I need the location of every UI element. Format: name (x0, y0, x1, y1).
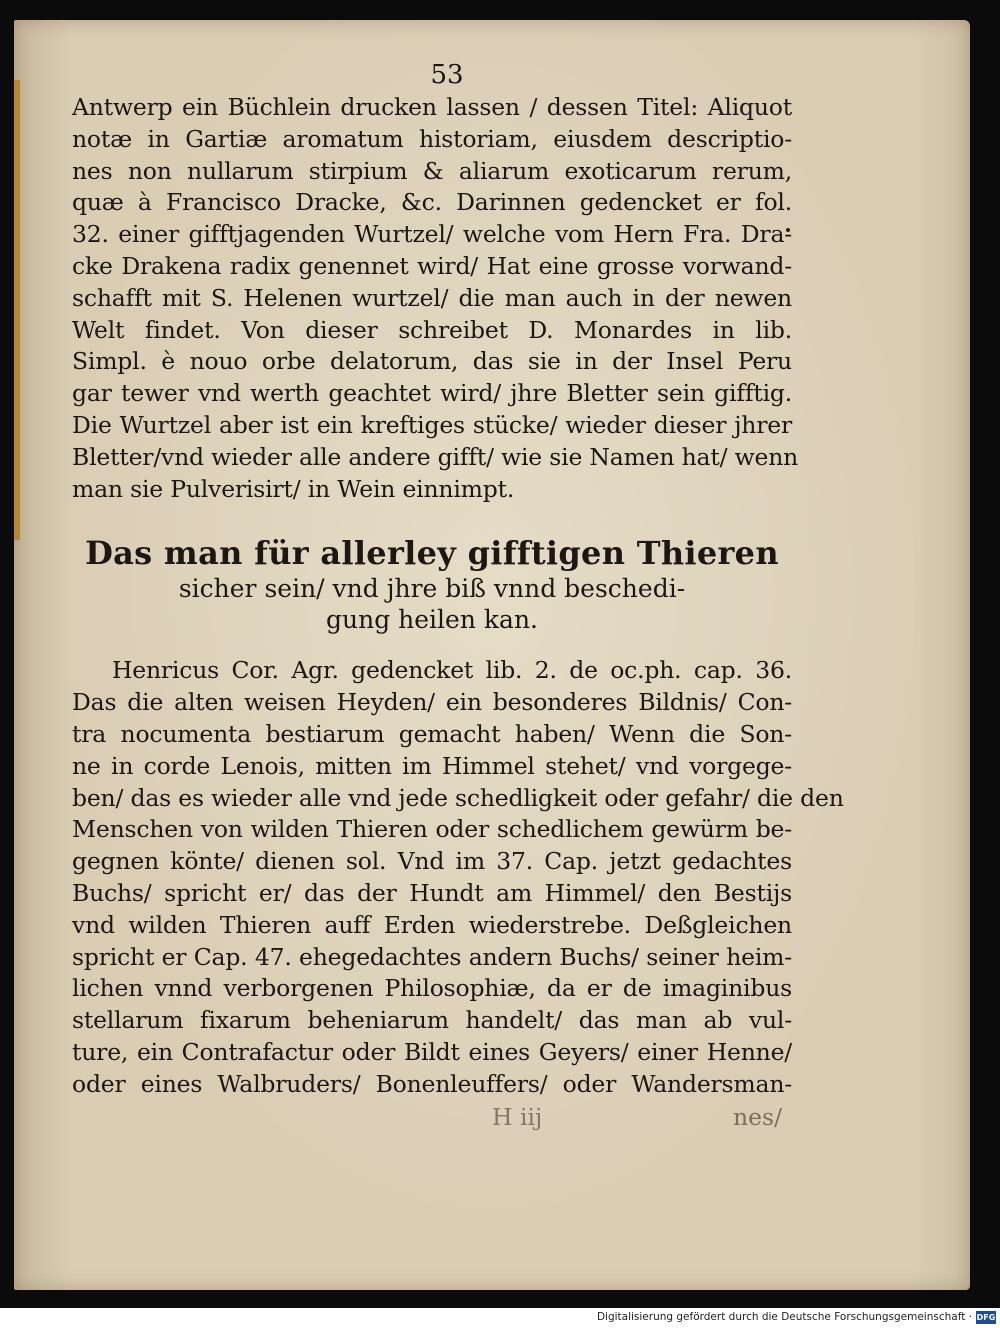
signature-line (72, 1101, 792, 1133)
page-text (72, 60, 844, 1133)
paragraph-2 (72, 655, 844, 1100)
text-line: notæ in Gartiæ aromatum historiam, eiusdem descriptio- (72, 124, 792, 153)
text-line: spricht er Cap. 47. ehegedachtes andern Buchs/ seiner heim- (72, 942, 792, 971)
text-line: vnd wilden Thieren auff Erden wiederstrebe. Deßgleichen (72, 910, 792, 939)
page-number: 53 (430, 60, 464, 90)
text-line: Simpl. è nouo orbe delatorum, das sie in der Insel Peru (72, 347, 792, 376)
heading-line-2: sicher sein/ vnd jhre biß vnnd beschedi- (178, 574, 686, 604)
text-line: gegnen könte/ dienen sol. Vnd im 37. Cap. jetzt gedachtes (72, 847, 792, 876)
text-line: quæ à Francisco Dracke, &c. Darinnen gedencket er fol. (72, 188, 792, 217)
text-line: stellarum fixarum beheniarum handelt/ das man ab vul- (72, 1006, 792, 1035)
text-line: Menschen von wilden Thieren oder schedlichem gewürm be- (72, 815, 792, 844)
text-line: cke Drakena radix genennet wird/ Hat eine grosse vorwand- (72, 251, 792, 280)
text-line: oder eines Walbruders/ Bonenleuffers/ oder Wandersman- (72, 1069, 792, 1098)
text-line: man sie Pulverisirt/ in Wein einnimpt. (72, 474, 515, 503)
binding-edge (14, 80, 20, 540)
text-line: gar tewer vnd werth geachtet wird/ jhre Bletter sein gifftig. (72, 379, 792, 408)
signature-mark: H iij (492, 1102, 543, 1131)
text-line: 32. einer gifftjagenden Wurtzel/ welche vom Hern Fra. Dra- (72, 220, 792, 249)
heading-line-3: gung heilen kan. (326, 605, 538, 635)
text-line: ne in corde Lenois, mitten im Himmel stehet/ vnd vorgege- (72, 751, 792, 780)
text-line: schafft mit S. Helenen wurtzel/ die man auch in der newen (72, 283, 792, 312)
text-line: ben/ das es wieder alle vnd jede schedligkeit oder gefahr/ die den (72, 783, 844, 812)
text-line: Henricus Cor. Agr. gedencket lib. 2. de oc.ph. cap. 36. (112, 656, 792, 685)
book-page (14, 20, 970, 1290)
text-line: Antwerp ein Büchlein drucken lassen / dessen Titel: Aliquot (72, 93, 792, 121)
paragraph-1 (72, 92, 799, 505)
catchword: nes/ (732, 1102, 782, 1131)
text-line: nes non nullarum stirpium & aliarum exoticarum rerum, (72, 156, 792, 185)
footer-bar (0, 1308, 1000, 1328)
text-line: lichen vnnd verborgenen Philosophiæ, da er de imaginibus (72, 974, 792, 1003)
funding-credit: Digitalisierung gefördert durch die Deutsche Forschungsgemeinschaft · (596, 1311, 972, 1323)
text-line: Bletter/vnd wieder alle andere gifft/ wie sie Namen hat/ wenn (72, 442, 799, 471)
text-line: Buchs/ spricht er/ das der Hundt am Himmel/ den Bestijs (72, 878, 792, 907)
text-line: Welt findet. Von dieser schreibet D. Monardes in lib. (72, 315, 792, 344)
dfg-logo-icon: DFG (976, 1313, 996, 1322)
text-line: Die Wurtzel aber ist ein kreftiges stücke/ wieder dieser jhrer (72, 410, 792, 439)
text-line: tra nocumenta bestiarum gemacht haben/ Wenn die Son- (72, 719, 792, 748)
text-line: Das die alten weisen Heyden/ ein besonderes Bildnis/ Con- (72, 688, 792, 717)
text-line: ture, ein Contrafactur oder Bildt eines Geyers/ einer Henne/ (72, 1037, 792, 1066)
heading-line-1: Das man für allerley gifftigen Thieren (85, 534, 779, 573)
section-heading (72, 533, 792, 635)
